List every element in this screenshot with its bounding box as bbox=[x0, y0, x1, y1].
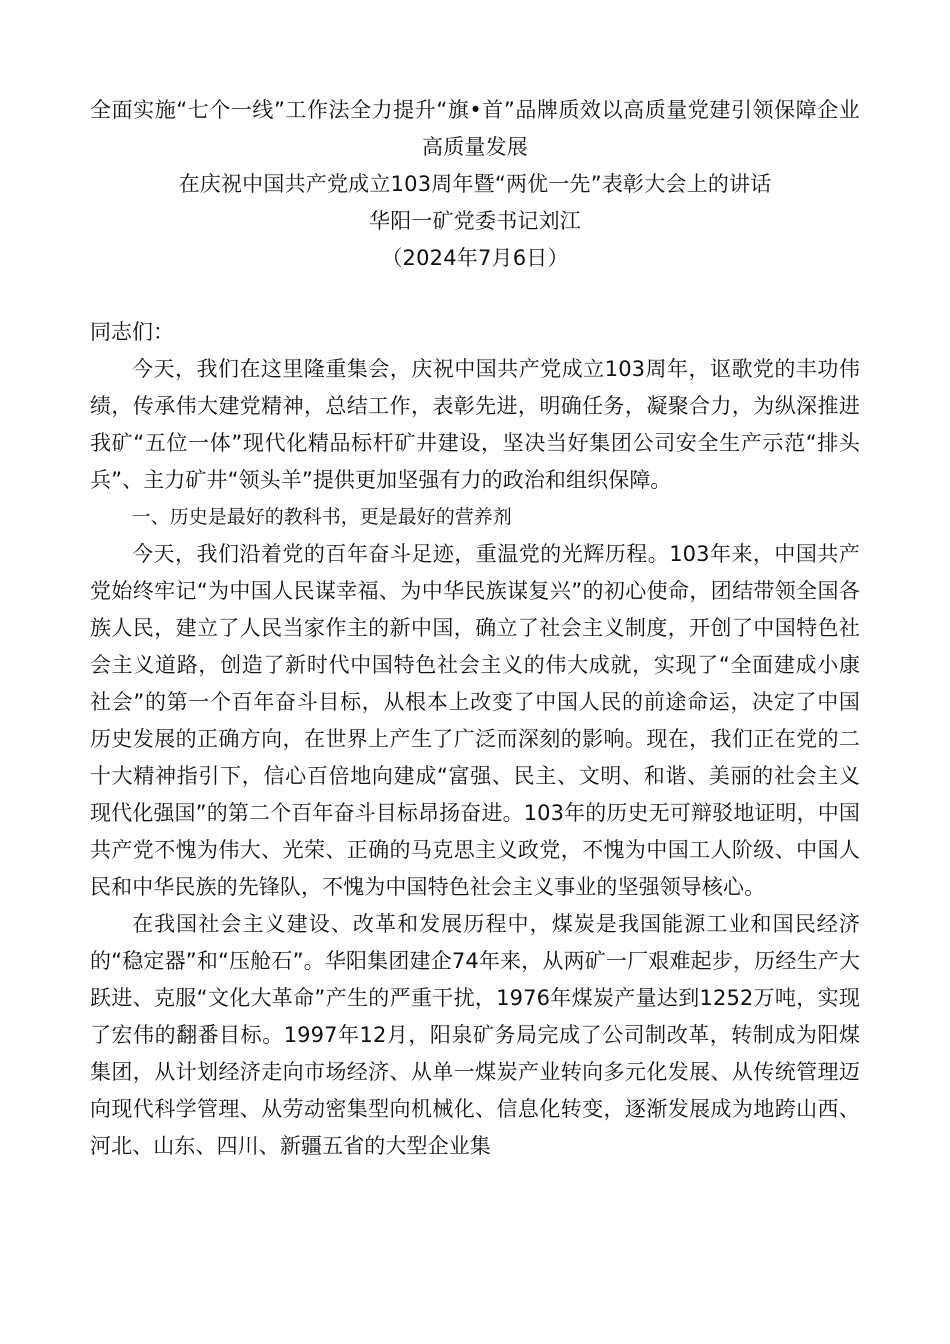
document-date: （2024年7月6日） bbox=[381, 246, 569, 270]
paragraph-history: 今天，我们沿着党的百年奋斗足迹，重温党的光辉历程。103年来，中国共产党始终牢记“为中国人民谋幸福、为中华民族谋复兴”的初心使命，团结带领全国各族人民，建立了人民当家作主的新中国，确立了社会主义制度，开创了中国特色社会主义道路，创造了新时代中国特色社会主义的伟大成就，实现了“全面建成小康社会”的第一个百年奋斗目标，从根本上改变了中国人民的前途命运，决定了中国历史发展的正确方向，在世界上产生了广泛而深刻的影响。现在，我们正在党的二十大精神指引下，信心百倍地向建成“富强、民主、文明、和谐、美丽的社会主义现代化强国”的第二个百年奋斗目标昂扬奋进。103年的历史无可辩驳地证明，中国共产党不愧为伟大、光荣、正确的马克思主义政党，不愧为中国工人阶级、中国人民和中华民族的先锋队，不愧为中国特色社会主义事业的坚强领导核心。 bbox=[90, 542, 860, 899]
document-title: 全面实施“七个一线”工作法全力提升“旗•首”品牌质效以高质量党建引领保障企业高质量发展 bbox=[90, 98, 860, 159]
section-heading-1: 一、历史是最好的教科书，更是最好的营养剂 bbox=[131, 506, 512, 528]
document-subtitle: 在庆祝中国共产党成立103周年暨“两优一先”表彰大会上的讲话 bbox=[178, 172, 772, 196]
document-body bbox=[90, 92, 860, 1165]
title-spacer bbox=[90, 277, 860, 314]
salutation: 同志们： bbox=[90, 320, 174, 344]
document-author: 华阳一矿党委书记刘江 bbox=[369, 209, 581, 233]
paragraph-intro: 今天，我们在这里隆重集会，庆祝中国共产党成立103周年，讴歌党的丰功伟绩，传承伟大建党精神，总结工作，表彰先进，明确任务，凝聚合力，为纵深推进我矿“五位一体”现代化精品标杆矿井建设，坚决当好集团公司安全生产示范“排头兵”、主力矿井“领头羊”提供更加坚强有力的政治和组织保障。 bbox=[90, 357, 860, 492]
paragraph-coal-industry: 在我国社会主义建设、改革和发展历程中，煤炭是我国能源工业和国民经济的“稳定器”和“压舱石”。华阳集团建企74年来，从两矿一厂艰难起步，历经生产大跃进、克服“文化大革命”产生的严重干扰，1976年煤炭产量达到1252万吨，实现了宏伟的翻番目标。1997年12月，阳泉矿务局完成了公司制改革，转制成为阳煤集团，从计划经济走向市场经济、从单一煤炭产业转向多元化发展、从传统管理迈向现代科学管理、从劳动密集型向机械化、信息化转变，逐渐发展成为地跨山西、河北、山东、四川、新疆五省的大型企业集 bbox=[90, 912, 860, 1158]
